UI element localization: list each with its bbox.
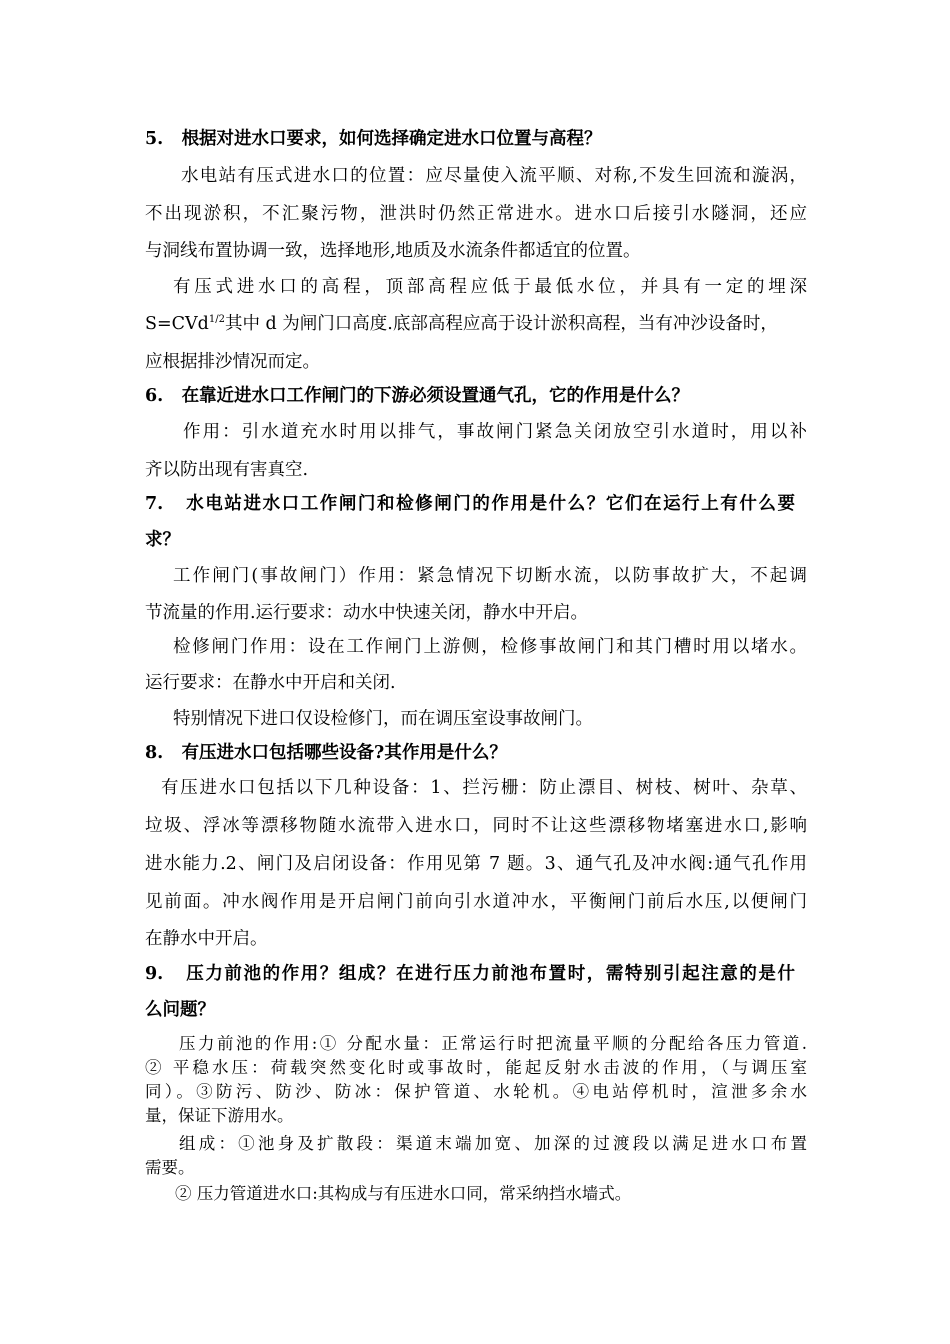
- question-number: 9.: [145, 964, 164, 984]
- formula-exponent: 1/2: [208, 314, 225, 326]
- paragraph-line: 节流量的作用.运行要求：动水中快速关闭，静水中开启。: [145, 603, 589, 623]
- paragraph-line: 进水能力.2、闸门及启闭设备：作用见第 7 题。3、通气孔及冲水阀:通气孔作用: [145, 854, 807, 874]
- paragraph-line: 应根据排沙情况而定。: [145, 352, 320, 372]
- paragraph-line: 需要。: [145, 1158, 195, 1177]
- question-title: 水电站进水口工作闸门和检修闸门的作用是什么？它们在运行上有什么要: [186, 494, 796, 514]
- question-title: 根据对进水口要求，如何选择确定进水口位置与高程？: [181, 129, 602, 149]
- question-title: 在靠近进水口工作闸门的下游必须设置通气孔，它的作用是什么？: [181, 386, 690, 406]
- question-5-heading: [145, 125, 602, 150]
- question-number: 6.: [145, 386, 164, 406]
- paragraph-line: 与洞线布置协调一致，选择地形,地质及水流条件都适宜的位置。: [145, 241, 641, 261]
- paragraph-line: 运行要求：在静水中开启和关闭.: [145, 673, 396, 693]
- question-title-continued: 么问题？: [145, 1000, 215, 1020]
- question-title: 压力前池的作用？组成？在进行压力前池布置时，需特别引起注意的是什: [186, 964, 796, 984]
- paragraph-line: 齐以防出现有害真空.: [145, 460, 309, 480]
- paragraph-line: 压力前池的作用:① 分配水量：正常运行时把流量平顺的分配给各压力管道.: [179, 1034, 807, 1053]
- paragraph-line: ② 压力管道进水口:其构成与有压进水口同，常采纳挡水墙式。: [175, 1184, 632, 1203]
- paragraph-line: 在静水中开启。: [145, 929, 268, 949]
- paragraph-line: 检修闸门作用：设在工作闸门上游侧，检修事故闸门和其门槽时用以堵水。: [173, 637, 807, 657]
- question-9-heading: [145, 960, 795, 985]
- question-title: 有压进水口包括哪些设备?其作用是什么？: [181, 743, 507, 763]
- question-8-heading: [145, 739, 507, 764]
- question-number: 5.: [145, 129, 164, 149]
- paragraph-line: 垃圾、浮冰等漂移物随水流带入进水口，同时不让这些漂移物堵塞进水口,影响: [145, 816, 807, 836]
- paragraph-line: 作用：引水道充水时用以排气，事故闸门紧急关闭放空引水道时，用以补: [183, 422, 807, 442]
- question-number: 8.: [145, 743, 164, 763]
- question-7-heading: [145, 490, 795, 515]
- paragraph-line: 见前面。冲水阀作用是开启闸门前向引水道冲水，平衡闸门前后水压,以便闸门: [145, 892, 807, 912]
- question-number: 7.: [145, 494, 164, 514]
- question-6-heading: [145, 382, 689, 407]
- paragraph-line: 有压进水口包括以下几种设备：1、拦污栅：防止漂目、树枝、树叶、杂草、: [161, 778, 807, 798]
- paragraph-line: ② 平稳水压：荷载突然变化时或事故时，能起反射水击波的作用，（与调压室: [145, 1058, 807, 1077]
- paragraph-line: 量，保证下游用水。: [145, 1106, 294, 1125]
- paragraph-line: 有压式进水口的高程，顶部高程应低于最低水位，并具有一定的埋深: [173, 277, 807, 297]
- paragraph-line: 同）。③防污、防沙、防冰：保护管道、水轮机。④电站停机时，渲泄多余水: [145, 1082, 807, 1101]
- paragraph-line: 工作闸门(事故闸门）作用：紧急情况下切断水流，以防事故扩大，不起调: [173, 566, 807, 586]
- paragraph-line: 水电站有压式进水口的位置：应尽量使入流平顺、对称,不发生回流和漩涡，: [181, 166, 807, 186]
- paragraph-line: 特别情况下进口仅设检修门，而在调压室设事故闸门。: [173, 709, 593, 729]
- formula-description: 其中 d 为闸门口高度.底部高程应高于设计淤积高程，当有冲沙设备时，: [224, 314, 778, 334]
- paragraph-line: 组成：①池身及扩散段：渠道末端加宽、加深的过渡段以满足进水口布置: [179, 1134, 807, 1153]
- paragraph-line: 不出现淤积，不汇聚污物，泄洪时仍然正常进水。进水口后接引水隧洞，还应: [145, 204, 807, 224]
- question-title-continued: 求？: [145, 530, 180, 550]
- formula: S=CVd: [145, 314, 209, 334]
- paragraph-line-formula: [145, 310, 778, 335]
